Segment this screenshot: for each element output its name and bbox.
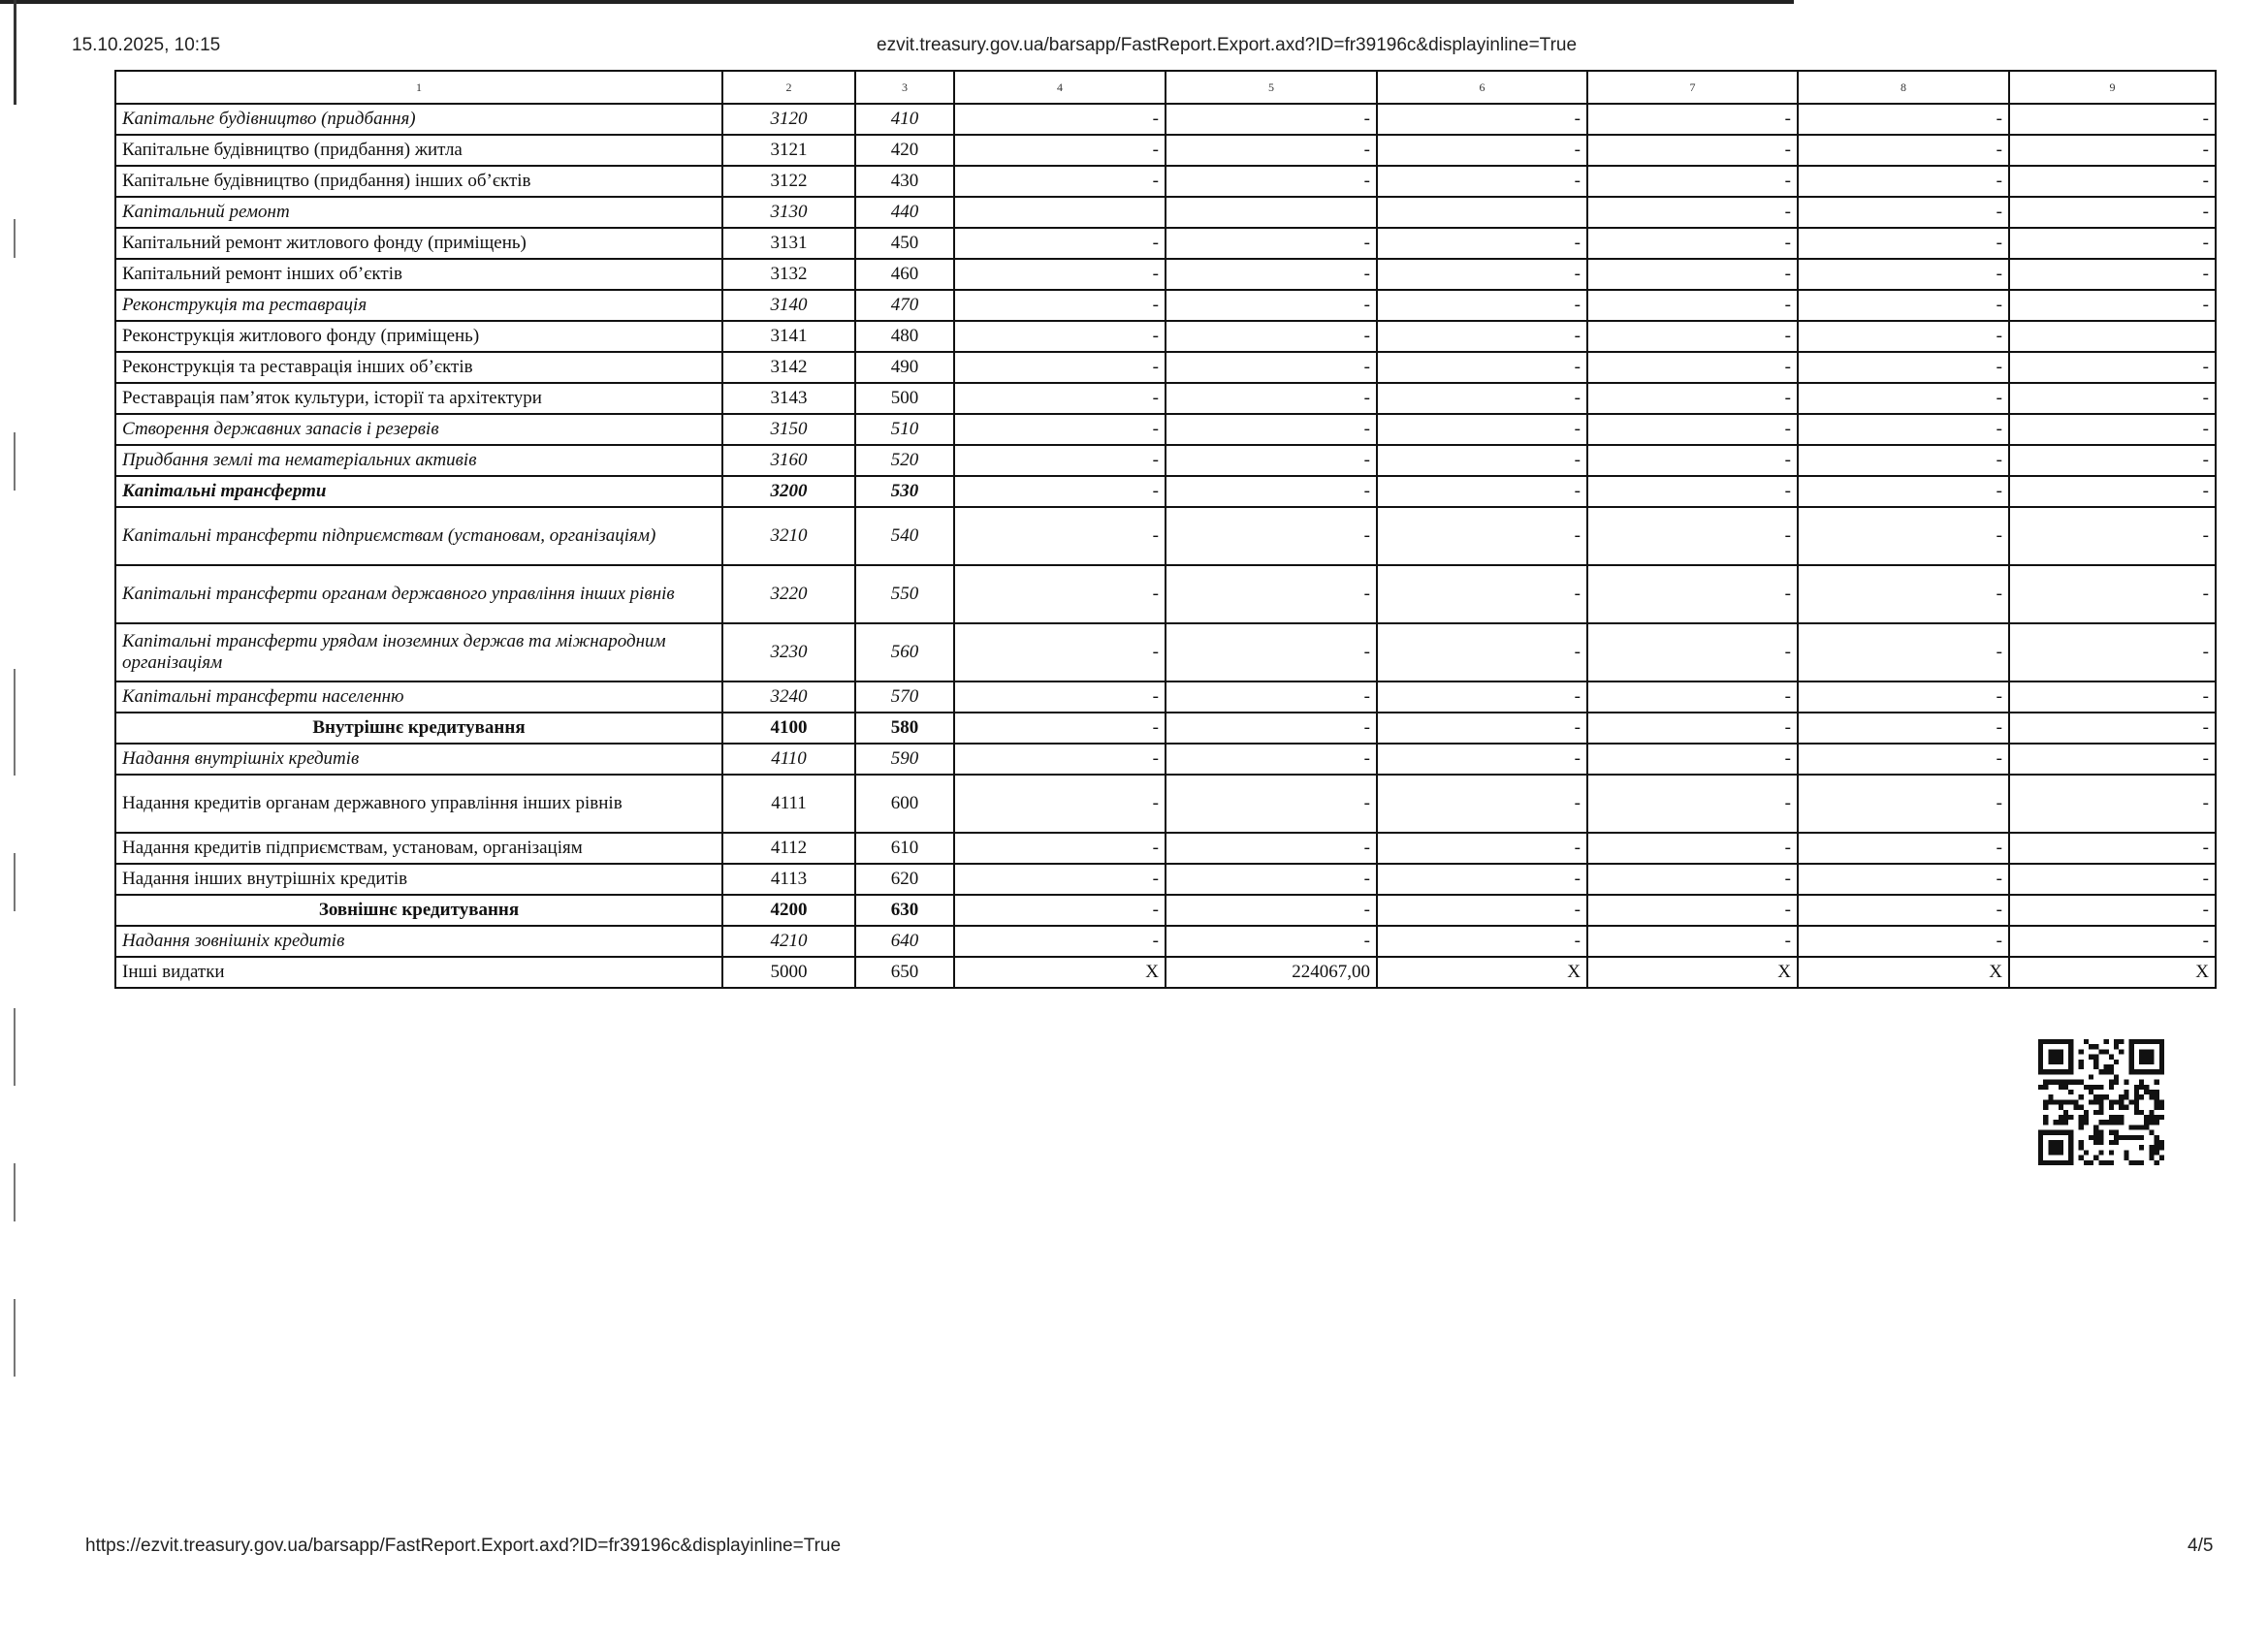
value-cell: -	[1587, 290, 1798, 321]
margin-mark	[14, 219, 16, 258]
column-number: 1	[115, 71, 722, 104]
margin-mark	[14, 1008, 16, 1086]
table-row	[115, 565, 2216, 623]
table-row	[115, 864, 2216, 895]
value-cell: -	[1587, 445, 1798, 476]
row-line-number: 460	[855, 259, 954, 290]
value-cell: -	[954, 228, 1166, 259]
row-code: 4100	[722, 713, 855, 744]
row-line-number: 590	[855, 744, 954, 775]
value-cell: -	[1798, 713, 2009, 744]
table-row	[115, 383, 2216, 414]
value-cell: 224067,00	[1166, 957, 1377, 988]
value-cell: -	[1798, 383, 2009, 414]
row-code: 4200	[722, 895, 855, 926]
value-cell: -	[1377, 352, 1587, 383]
row-line-number: 570	[855, 681, 954, 713]
margin-mark	[14, 1163, 16, 1221]
value-cell: -	[2009, 228, 2216, 259]
value-cell: -	[1587, 895, 1798, 926]
row-name: Капітальний ремонт	[115, 197, 722, 228]
row-name: Зовнішнє кредитування	[115, 895, 722, 926]
table-row	[115, 321, 2216, 352]
row-line-number: 430	[855, 166, 954, 197]
value-cell: -	[2009, 414, 2216, 445]
value-cell: -	[1166, 744, 1377, 775]
row-name: Інші видатки	[115, 957, 722, 988]
scan-edge	[14, 0, 16, 105]
value-cell: -	[1377, 895, 1587, 926]
row-code: 4210	[722, 926, 855, 957]
value-cell: -	[1166, 445, 1377, 476]
table-row	[115, 414, 2216, 445]
row-name: Капітальний ремонт інших об’єктів	[115, 259, 722, 290]
table-row	[115, 744, 2216, 775]
value-cell: -	[1587, 681, 1798, 713]
report-body	[115, 71, 2216, 988]
value-cell	[2009, 321, 2216, 352]
row-name: Реконструкція житлового фонду (приміщень)	[115, 321, 722, 352]
value-cell: -	[1166, 321, 1377, 352]
row-name: Капітальні трансферти урядам іноземних держав та міжнародним організаціям	[115, 623, 722, 681]
value-cell: -	[1587, 197, 1798, 228]
value-cell: -	[954, 135, 1166, 166]
value-cell: -	[1166, 623, 1377, 681]
value-cell: -	[2009, 352, 2216, 383]
row-code: 3150	[722, 414, 855, 445]
column-number: 7	[1587, 71, 1798, 104]
value-cell: -	[1166, 681, 1377, 713]
value-cell: -	[1587, 383, 1798, 414]
value-cell: -	[954, 507, 1166, 565]
row-code: 3142	[722, 352, 855, 383]
row-name: Реконструкція та реставрація	[115, 290, 722, 321]
row-code: 3122	[722, 166, 855, 197]
row-line-number: 650	[855, 957, 954, 988]
value-cell: -	[1587, 135, 1798, 166]
value-cell: -	[2009, 775, 2216, 833]
row-code: 3132	[722, 259, 855, 290]
value-cell: -	[2009, 259, 2216, 290]
column-number: 6	[1377, 71, 1587, 104]
value-cell: -	[1166, 895, 1377, 926]
row-code: 3121	[722, 135, 855, 166]
value-cell: -	[1377, 926, 1587, 957]
row-line-number: 450	[855, 228, 954, 259]
column-number: 9	[2009, 71, 2216, 104]
value-cell: -	[954, 445, 1166, 476]
row-line-number: 560	[855, 623, 954, 681]
table-row	[115, 926, 2216, 957]
value-cell: -	[2009, 926, 2216, 957]
row-code: 3143	[722, 383, 855, 414]
row-line-number: 630	[855, 895, 954, 926]
table-row	[115, 775, 2216, 833]
value-cell: -	[1587, 228, 1798, 259]
value-cell: -	[1166, 713, 1377, 744]
value-cell: -	[1377, 507, 1587, 565]
table-row	[115, 104, 2216, 135]
value-cell: -	[954, 476, 1166, 507]
row-code: 4111	[722, 775, 855, 833]
table-row	[115, 445, 2216, 476]
value-cell: -	[2009, 135, 2216, 166]
row-line-number: 600	[855, 775, 954, 833]
value-cell: -	[1587, 476, 1798, 507]
value-cell: -	[1798, 623, 2009, 681]
value-cell: -	[1798, 476, 2009, 507]
row-name: Реставрація пам’яток культури, історії та архітектури	[115, 383, 722, 414]
value-cell: -	[1377, 623, 1587, 681]
row-name: Створення державних запасів і резервів	[115, 414, 722, 445]
value-cell: -	[2009, 833, 2216, 864]
value-cell: -	[2009, 895, 2216, 926]
value-cell: -	[954, 352, 1166, 383]
value-cell: -	[2009, 681, 2216, 713]
margin-mark	[14, 1299, 16, 1377]
row-line-number: 420	[855, 135, 954, 166]
row-line-number: 540	[855, 507, 954, 565]
row-line-number: 620	[855, 864, 954, 895]
value-cell: -	[954, 833, 1166, 864]
table-row	[115, 135, 2216, 166]
value-cell: -	[1377, 775, 1587, 833]
value-cell: -	[954, 713, 1166, 744]
table-row	[115, 507, 2216, 565]
qr-code	[2038, 1039, 2164, 1165]
value-cell: -	[1587, 713, 1798, 744]
row-line-number: 520	[855, 445, 954, 476]
value-cell: -	[1587, 565, 1798, 623]
value-cell: -	[2009, 507, 2216, 565]
table-row	[115, 895, 2216, 926]
value-cell: -	[1798, 445, 2009, 476]
value-cell: -	[1798, 135, 2009, 166]
value-cell: -	[954, 259, 1166, 290]
value-cell	[1166, 197, 1377, 228]
value-cell: -	[1166, 228, 1377, 259]
value-cell: -	[1798, 565, 2009, 623]
value-cell: -	[1587, 352, 1798, 383]
value-cell: -	[2009, 864, 2216, 895]
value-cell: -	[1587, 259, 1798, 290]
header-url: ezvit.treasury.gov.ua/barsapp/FastReport.Export.axd?ID=fr39196c&displayinline=True	[877, 35, 1578, 55]
row-name: Капітальні трансферти органам державного управління інших рівнів	[115, 565, 722, 623]
value-cell: -	[954, 383, 1166, 414]
value-cell: -	[2009, 713, 2216, 744]
page-number: 4/5	[2188, 1536, 2214, 1556]
value-cell: -	[1798, 290, 2009, 321]
value-cell: -	[1166, 166, 1377, 197]
row-code: 4110	[722, 744, 855, 775]
row-name: Капітальне будівництво (придбання)	[115, 104, 722, 135]
value-cell: -	[1377, 713, 1587, 744]
column-number-row	[115, 71, 2216, 104]
value-cell: -	[2009, 383, 2216, 414]
value-cell: -	[1377, 228, 1587, 259]
row-code: 3210	[722, 507, 855, 565]
value-cell: -	[1166, 352, 1377, 383]
value-cell: -	[1798, 414, 2009, 445]
value-cell: -	[1377, 104, 1587, 135]
value-cell: -	[954, 104, 1166, 135]
value-cell: -	[954, 744, 1166, 775]
table-row	[115, 197, 2216, 228]
value-cell: -	[2009, 197, 2216, 228]
row-code: 3141	[722, 321, 855, 352]
value-cell: -	[1587, 926, 1798, 957]
value-cell: -	[954, 895, 1166, 926]
value-cell: -	[1798, 681, 2009, 713]
row-name: Капітальні трансферти населенню	[115, 681, 722, 713]
row-line-number: 500	[855, 383, 954, 414]
value-cell: -	[1166, 476, 1377, 507]
value-cell: -	[1798, 507, 2009, 565]
row-name: Внутрішнє кредитування	[115, 713, 722, 744]
value-cell: -	[1377, 744, 1587, 775]
value-cell: -	[1798, 228, 2009, 259]
column-number: 8	[1798, 71, 2009, 104]
value-cell: -	[1166, 833, 1377, 864]
table-row	[115, 352, 2216, 383]
footer-url: https://ezvit.treasury.gov.ua/barsapp/FastReport.Export.axd?ID=fr39196c&displayinline=True	[85, 1536, 842, 1556]
table-row	[115, 623, 2216, 681]
row-line-number: 640	[855, 926, 954, 957]
column-number: 2	[722, 71, 855, 104]
value-cell: -	[1798, 775, 2009, 833]
row-name: Капітальні трансферти	[115, 476, 722, 507]
report-table	[114, 70, 2217, 989]
value-cell: X	[1377, 957, 1587, 988]
table-row	[115, 259, 2216, 290]
value-cell: -	[1166, 414, 1377, 445]
value-cell: -	[1587, 321, 1798, 352]
row-line-number: 440	[855, 197, 954, 228]
value-cell: -	[1798, 744, 2009, 775]
value-cell: -	[954, 775, 1166, 833]
row-code: 3220	[722, 565, 855, 623]
value-cell: -	[1587, 507, 1798, 565]
value-cell: -	[1377, 864, 1587, 895]
value-cell: X	[954, 957, 1166, 988]
value-cell: -	[1166, 290, 1377, 321]
value-cell: -	[1166, 383, 1377, 414]
row-line-number: 490	[855, 352, 954, 383]
row-code: 3140	[722, 290, 855, 321]
value-cell: -	[1587, 833, 1798, 864]
table-row	[115, 166, 2216, 197]
row-line-number: 480	[855, 321, 954, 352]
value-cell: -	[2009, 104, 2216, 135]
value-cell: -	[954, 623, 1166, 681]
value-cell: -	[954, 321, 1166, 352]
row-code: 3120	[722, 104, 855, 135]
row-code: 3240	[722, 681, 855, 713]
value-cell: -	[954, 926, 1166, 957]
value-cell: -	[1798, 197, 2009, 228]
value-cell: -	[1798, 864, 2009, 895]
row-code: 3131	[722, 228, 855, 259]
value-cell: -	[1166, 104, 1377, 135]
value-cell: -	[1587, 166, 1798, 197]
row-code: 3200	[722, 476, 855, 507]
row-name: Надання кредитів органам державного управління інших рівнів	[115, 775, 722, 833]
value-cell: -	[1377, 833, 1587, 864]
row-line-number: 470	[855, 290, 954, 321]
row-name: Надання інших внутрішніх кредитів	[115, 864, 722, 895]
value-cell: -	[1798, 166, 2009, 197]
value-cell: -	[1166, 864, 1377, 895]
row-name: Капітальне будівництво (придбання) житла	[115, 135, 722, 166]
row-name: Придбання землі та нематеріальних активів	[115, 445, 722, 476]
row-name: Надання внутрішніх кредитів	[115, 744, 722, 775]
row-line-number: 410	[855, 104, 954, 135]
value-cell: -	[1377, 445, 1587, 476]
table-row	[115, 681, 2216, 713]
value-cell: -	[1166, 565, 1377, 623]
value-cell: X	[1798, 957, 2009, 988]
value-cell: -	[1798, 321, 2009, 352]
value-cell: -	[1798, 895, 2009, 926]
row-name: Надання зовнішніх кредитів	[115, 926, 722, 957]
value-cell: X	[2009, 957, 2216, 988]
value-cell: -	[1587, 864, 1798, 895]
value-cell: -	[1377, 166, 1587, 197]
table-row	[115, 290, 2216, 321]
margin-mark	[14, 432, 16, 491]
table-row	[115, 833, 2216, 864]
value-cell: -	[1377, 321, 1587, 352]
row-code: 3230	[722, 623, 855, 681]
value-cell: -	[1798, 926, 2009, 957]
value-cell: -	[1587, 744, 1798, 775]
value-cell: -	[1587, 104, 1798, 135]
row-code: 4113	[722, 864, 855, 895]
value-cell: -	[2009, 623, 2216, 681]
value-cell: -	[1377, 565, 1587, 623]
value-cell: -	[954, 414, 1166, 445]
value-cell: X	[1587, 957, 1798, 988]
value-cell: -	[1587, 775, 1798, 833]
value-cell: -	[1798, 833, 2009, 864]
value-cell: -	[1587, 623, 1798, 681]
value-cell: -	[1166, 135, 1377, 166]
row-code: 3160	[722, 445, 855, 476]
value-cell: -	[1166, 926, 1377, 957]
row-name: Надання кредитів підприємствам, установам, організаціям	[115, 833, 722, 864]
row-code: 4112	[722, 833, 855, 864]
value-cell: -	[954, 166, 1166, 197]
row-code: 5000	[722, 957, 855, 988]
value-cell: -	[1798, 104, 2009, 135]
column-number: 4	[954, 71, 1166, 104]
value-cell: -	[954, 681, 1166, 713]
row-code: 3130	[722, 197, 855, 228]
row-name: Капітальні трансферти підприємствам (установам, організаціям)	[115, 507, 722, 565]
row-line-number: 610	[855, 833, 954, 864]
value-cell: -	[1377, 290, 1587, 321]
row-name: Капітальне будівництво (придбання) інших об’єктів	[115, 166, 722, 197]
value-cell: -	[1377, 476, 1587, 507]
row-line-number: 510	[855, 414, 954, 445]
table-row	[115, 713, 2216, 744]
value-cell: -	[954, 290, 1166, 321]
column-number: 3	[855, 71, 954, 104]
row-line-number: 530	[855, 476, 954, 507]
value-cell: -	[954, 565, 1166, 623]
value-cell: -	[2009, 476, 2216, 507]
value-cell: -	[1377, 135, 1587, 166]
value-cell: -	[2009, 744, 2216, 775]
table-row	[115, 957, 2216, 988]
value-cell: -	[2009, 166, 2216, 197]
row-name: Капітальний ремонт житлового фонду (приміщень)	[115, 228, 722, 259]
value-cell: -	[2009, 565, 2216, 623]
print-datetime: 15.10.2025, 10:15	[72, 35, 221, 55]
table-row	[115, 476, 2216, 507]
value-cell: -	[1798, 352, 2009, 383]
value-cell: -	[1166, 507, 1377, 565]
row-name: Реконструкція та реставрація інших об’єктів	[115, 352, 722, 383]
value-cell: -	[1377, 259, 1587, 290]
row-line-number: 550	[855, 565, 954, 623]
margin-mark	[14, 853, 16, 911]
margin-mark	[14, 669, 16, 776]
value-cell: -	[1166, 259, 1377, 290]
row-line-number: 580	[855, 713, 954, 744]
value-cell: -	[2009, 445, 2216, 476]
value-cell: -	[2009, 290, 2216, 321]
value-cell: -	[1377, 414, 1587, 445]
value-cell	[954, 197, 1166, 228]
value-cell: -	[1166, 775, 1377, 833]
value-cell	[1377, 197, 1587, 228]
column-number: 5	[1166, 71, 1377, 104]
value-cell: -	[1798, 259, 2009, 290]
table-row	[115, 228, 2216, 259]
scan-edge	[0, 0, 1794, 4]
value-cell: -	[1587, 414, 1798, 445]
value-cell: -	[1377, 681, 1587, 713]
value-cell: -	[954, 864, 1166, 895]
value-cell: -	[1377, 383, 1587, 414]
